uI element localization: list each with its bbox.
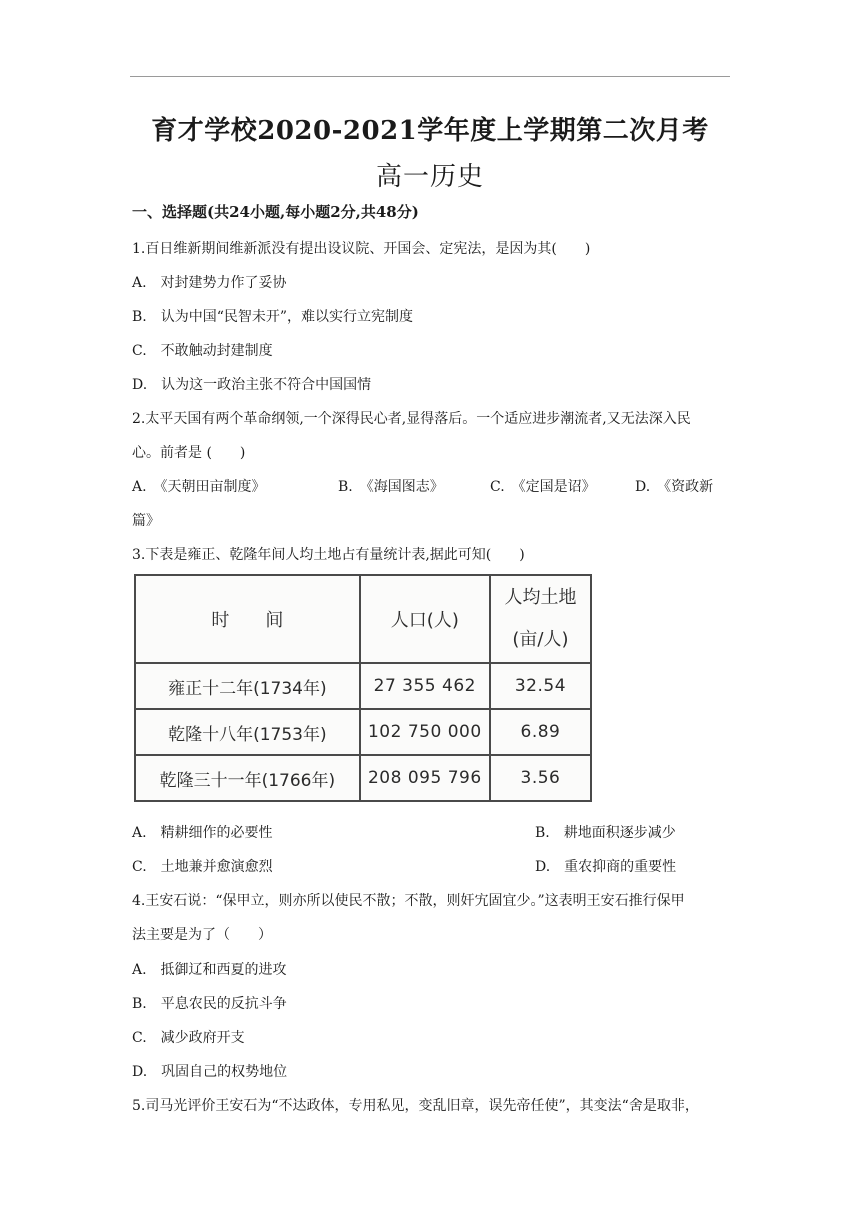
q2-option-d-wrap: 篇》: [132, 513, 160, 529]
cell-population: 27 355 462: [360, 663, 490, 709]
header-rule: [130, 76, 730, 77]
table-header-row: [135, 575, 591, 663]
cell-population: 102 750 000: [360, 709, 490, 755]
q4-option-d: D. 巩固自己的权势地位: [132, 1064, 288, 1080]
q4-stem-line1: 4.王安石说：“保甲立，则亦所以使民不散；不散，则奸宄固宜少。”这表明王安石推行保甲: [132, 893, 685, 909]
cell-population: 208 095 796: [360, 755, 490, 801]
exam-title: 育才学校2020-2021学年度上学期第二次月考: [151, 116, 709, 146]
q2-option-b: B. 《海国图志》: [338, 479, 444, 495]
table-row: [135, 709, 591, 755]
q1-option-b: B. 认为中国“民智未开”，难以实行立宪制度: [132, 309, 414, 325]
q3-option-a: A. 精耕细作的必要性: [132, 825, 273, 841]
cell-time: 乾隆十八年(1753年): [135, 709, 360, 755]
col-header-time: 时 间: [135, 575, 360, 663]
cell-time: 乾隆三十一年(1766年): [135, 755, 360, 801]
q4-option-a: A. 抵御辽和西夏的进攻: [132, 962, 287, 978]
cell-land: 32.54: [490, 663, 591, 709]
col-header-land: [490, 575, 591, 663]
q2-option-c: C. 《定国是诏》: [490, 479, 596, 495]
q3-option-b: B. 耕地面积逐步减少: [535, 825, 676, 841]
cell-time: 雍正十二年(1734年): [135, 663, 360, 709]
q4-option-c: C. 减少政府开支: [132, 1030, 245, 1046]
q3-option-d: D. 重农抑商的重要性: [535, 859, 677, 875]
col-header-land-line1: 人均土地: [504, 587, 577, 608]
q4-stem-line2: 法主要是为了（ ）: [132, 927, 272, 943]
q3-option-c: C. 土地兼并愈演愈烈: [132, 859, 273, 875]
col-header-land-line2: (亩/人): [512, 629, 569, 650]
q1-stem: 1.百日维新期间维新派没有提出设议院、开国会、定宪法，是因为其( ): [132, 241, 591, 257]
q2-stem-line1: 2.太平天国有两个革命纲领,一个深得民心者,显得落后。一个适应进步潮流者,又无法深入民: [132, 411, 691, 427]
q2-option-d: D. 《资政新: [635, 479, 714, 495]
population-land-table: [134, 574, 592, 800]
exam-subject: 高一历史: [375, 162, 484, 192]
q1-option-c: C. 不敢触动封建制度: [132, 343, 273, 359]
table-row: [135, 755, 591, 801]
q1-option-a: A. 对封建势力作了妥协: [132, 275, 287, 291]
q3-stem: 3.下表是雍正、乾隆年间人均土地占有量统计表,据此可知( ): [132, 547, 525, 563]
cell-land: 6.89: [490, 709, 591, 755]
q4-option-b: B. 平息农民的反抗斗争: [132, 996, 287, 1012]
q1-option-d: D. 认为这一政治主张不符合中国国情: [132, 377, 372, 393]
q2-stem-line2: 心。前者是 ( ): [132, 445, 246, 461]
table-row: [135, 663, 591, 709]
q2-option-a: A. 《天朝田亩制度》: [132, 479, 266, 495]
col-header-population: 人口(人): [360, 575, 490, 663]
cell-land: 3.56: [490, 755, 591, 801]
section-heading: 一、选择题(共24小题,每小题2分,共48分): [132, 203, 419, 221]
q5-stem-line1: 5.司马光评价王安石为“不达政体，专用私见，变乱旧章，误先帝任使”，其变法“舍是取非，: [132, 1098, 699, 1114]
